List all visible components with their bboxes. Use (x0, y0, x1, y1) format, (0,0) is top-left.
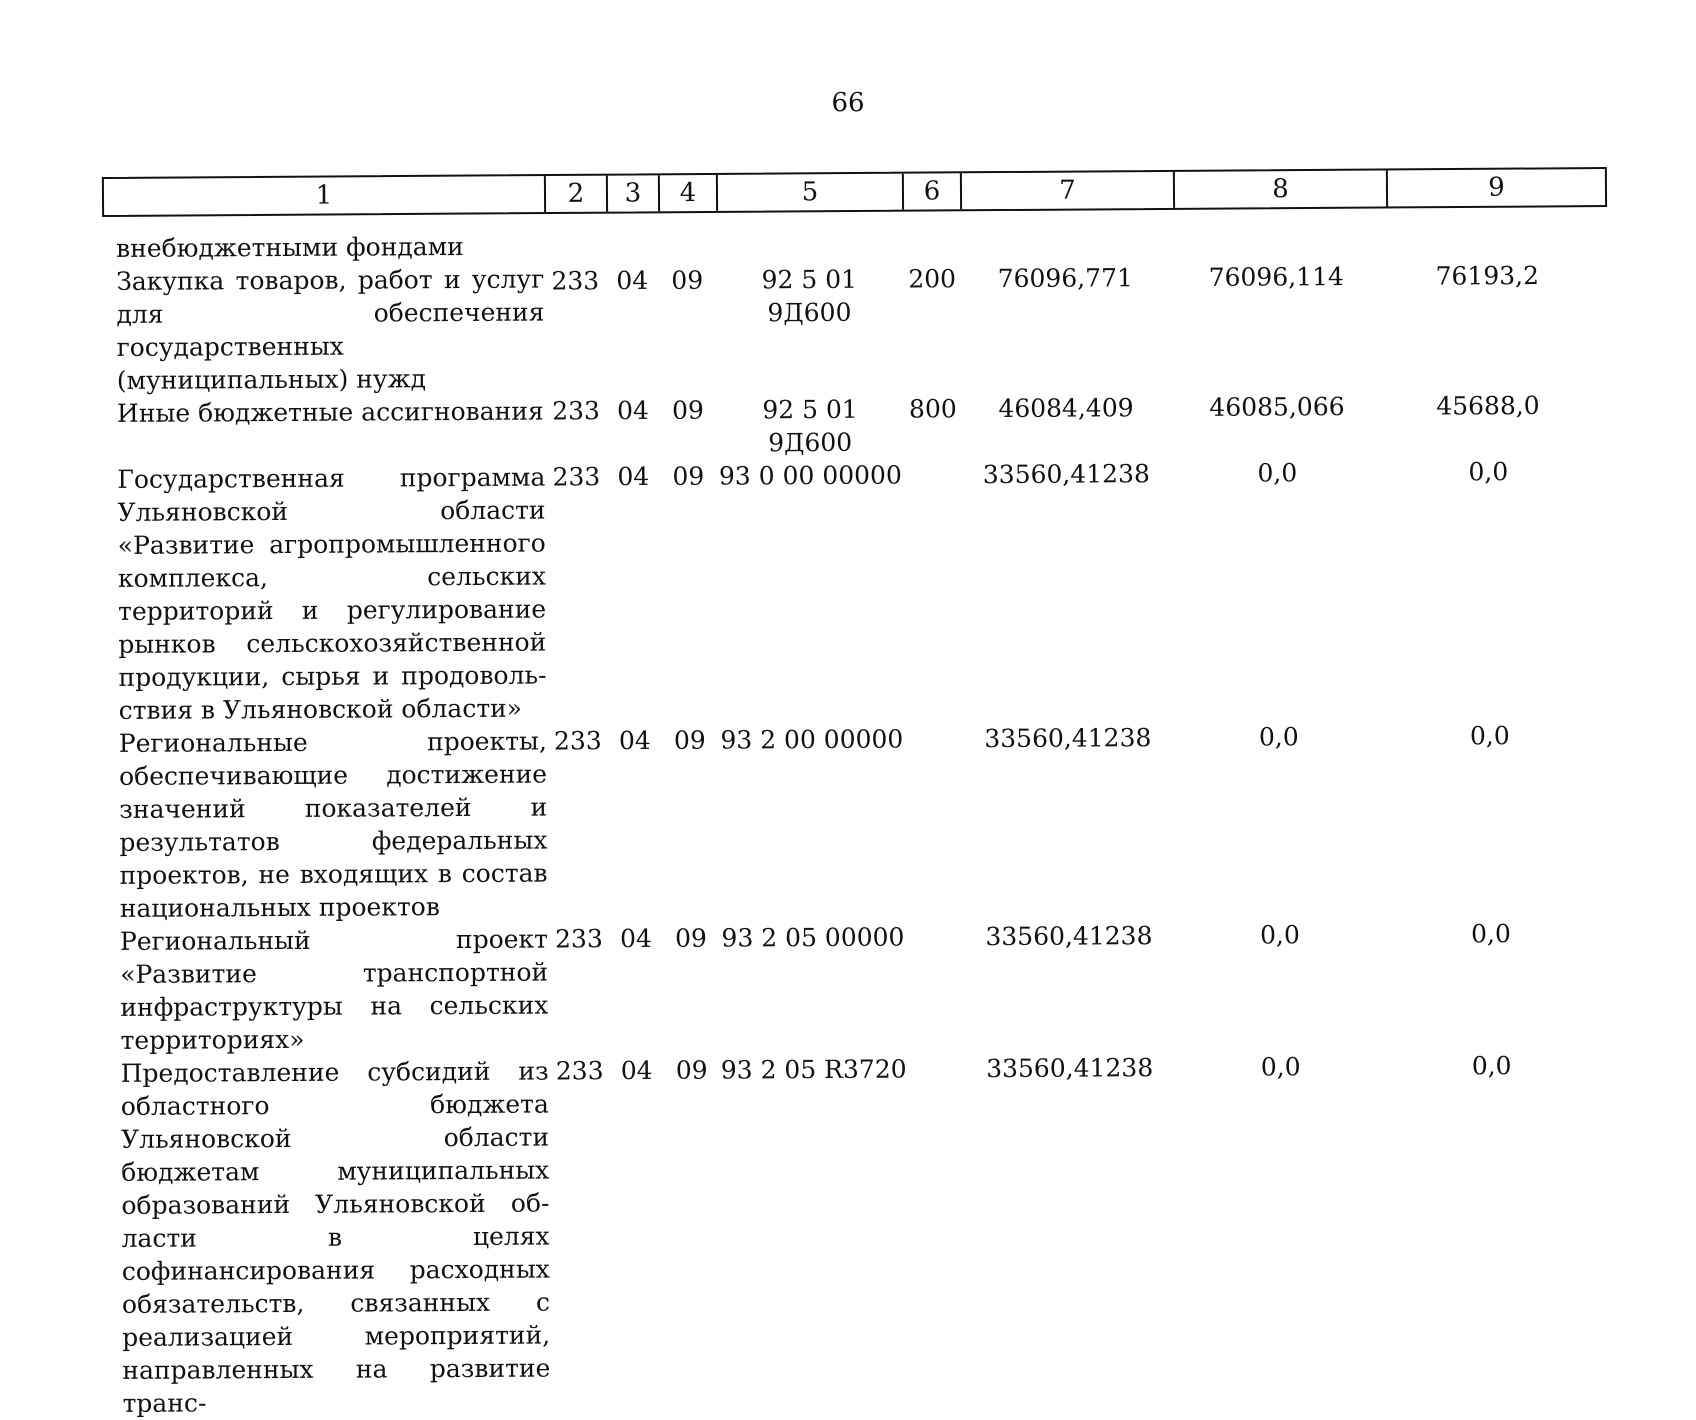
row-pr: 09 (658, 264, 716, 297)
row-rz: 04 (606, 264, 658, 297)
row-rz: 04 (607, 460, 659, 493)
table-row (103, 389, 1608, 463)
row-value-7: 33560,41238 (964, 919, 1174, 953)
row-name: Закупка товаров, работ и услуг для обеспечения государственных (муниципальных) нужд (102, 263, 545, 397)
row-value-9: 0,0 (1383, 455, 1593, 489)
row-value-9: 45688,0 (1383, 389, 1593, 423)
row-name: Региональные проекты, обеспечивающие достижение значений показателей и результатов федеральных проектов, не входящих в состав национальных проектов (105, 725, 548, 925)
row-value-7: 33560,41238 (965, 1051, 1175, 1085)
row-grbs: 233 (545, 394, 607, 427)
header-col-4: 4 (660, 175, 718, 211)
row-grbs: 233 (544, 264, 606, 297)
row-value-9: 0,0 (1387, 1049, 1597, 1083)
budget-table (102, 224, 1614, 1420)
table-row (107, 1049, 1614, 1420)
header-col-3: 3 (608, 175, 660, 211)
row-pr: 09 (663, 1054, 721, 1087)
row-grbs: 233 (549, 1054, 611, 1087)
row-grbs: 233 (545, 460, 607, 493)
row-value-9: 0,0 (1385, 719, 1595, 753)
table-header (102, 167, 1607, 217)
row-pr: 09 (662, 922, 720, 955)
row-pr: 09 (659, 394, 717, 427)
row-value-9: 0,0 (1386, 917, 1596, 951)
row-csr: 93 2 05 R3720 (721, 1053, 907, 1087)
header-col-5: 5 (718, 174, 904, 211)
row-csr: 93 2 00 00000 (719, 723, 905, 757)
row-grbs: 233 (548, 922, 610, 955)
row-name: Предоставление субсидий из областного бюджета Ульяновской области бюджетам муниципальных образований Ульяновской области в целях софинансирования расходных обязательств, связанных с реализацией мероприятий, направленных на развитие транс- (107, 1055, 551, 1420)
row-pr: 09 (659, 460, 717, 493)
row-value-7: 33560,41238 (961, 457, 1171, 491)
page-number: 66 (0, 88, 1696, 118)
row-csr: 92 5 01 9Д600 (716, 263, 902, 330)
row-rz: 04 (610, 922, 662, 955)
header-col-9: 9 (1388, 169, 1605, 206)
header-col-7: 7 (962, 172, 1175, 209)
row-csr: 93 2 05 00000 (720, 921, 906, 955)
row-name: внебюджетными фондами (102, 230, 544, 265)
row-csr: 92 5 01 9Д600 (717, 393, 903, 460)
row-vr: 800 (903, 392, 961, 425)
row-value-8 (1170, 225, 1382, 226)
row-vr: 200 (902, 262, 960, 295)
header-col-1: 1 (104, 176, 546, 215)
row-value-8: 0,0 (1171, 456, 1383, 490)
row-name: Иные бюджетные ассигнования (103, 395, 545, 430)
header-col-8: 8 (1175, 170, 1388, 207)
header-col-6: 6 (904, 173, 962, 209)
row-value-7: 33560,41238 (963, 721, 1173, 755)
row-value-8: 76096,114 (1170, 260, 1382, 294)
row-value-8: 0,0 (1174, 918, 1386, 952)
header-col-2: 2 (546, 176, 608, 212)
row-value-7: 46084,409 (961, 391, 1171, 425)
row-value-8: 0,0 (1173, 720, 1385, 754)
table-row (102, 257, 1608, 397)
row-value-7 (960, 226, 1170, 227)
row-value-9 (1382, 224, 1592, 225)
table-row (103, 455, 1609, 727)
row-rz: 04 (607, 394, 659, 427)
row-value-9: 76193,2 (1382, 259, 1592, 293)
row-value-8: 0,0 (1175, 1050, 1387, 1084)
table-row (106, 917, 1612, 1057)
row-grbs: 233 (547, 724, 609, 757)
row-name: Региональный проект «Развитие транспортной инфраструктуры на сельских территориях» (106, 923, 549, 1057)
row-pr: 09 (661, 724, 719, 757)
row-name: Государственная программа Ульяновской области «Развитие агропромышленного комплекса, сельских территорий и регулирование рынков сельскохозяйственной продукции, сырья и продовольствия в Ульяновской области» (103, 461, 546, 727)
row-rz: 04 (611, 1054, 663, 1087)
table-row (105, 719, 1611, 925)
row-csr: 93 0 00 00000 (717, 459, 903, 493)
row-csr (716, 228, 902, 229)
row-value-7: 76096,771 (960, 261, 1170, 295)
row-value-8: 46085,066 (1171, 390, 1383, 424)
row-rz: 04 (609, 724, 661, 757)
